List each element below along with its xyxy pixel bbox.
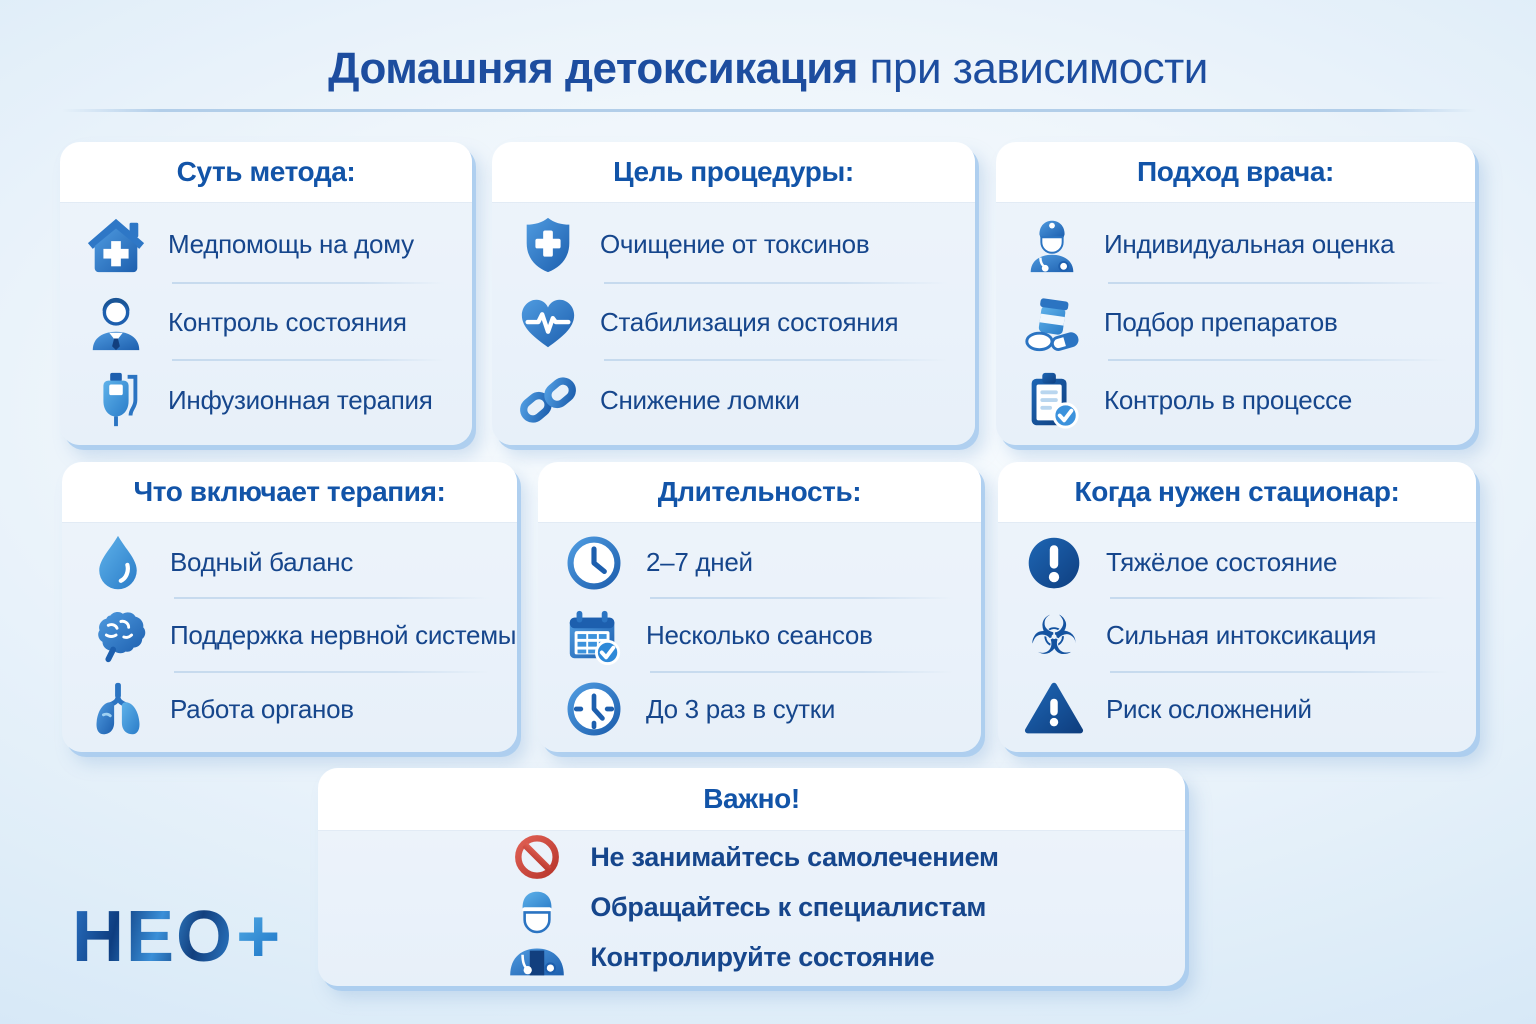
- list-item: [516, 284, 949, 362]
- list-item: [86, 599, 517, 672]
- card-title: Суть метода:: [176, 156, 356, 187]
- logo-plus-icon: +: [236, 894, 281, 979]
- list-item: [1022, 599, 1450, 672]
- iv-drip-icon: [84, 368, 148, 432]
- card-title: Что включает терапия:: [133, 476, 446, 507]
- exclamation-circle-icon: [1022, 531, 1086, 595]
- card-body: [492, 202, 975, 445]
- card-body: [504, 832, 998, 988]
- card-title: Важно!: [703, 783, 800, 814]
- card-header: [998, 462, 1476, 522]
- list-item: [86, 673, 491, 746]
- card-body: [62, 522, 517, 752]
- doctor-icon: [84, 291, 148, 355]
- brain-icon: [86, 604, 150, 668]
- title-divider: [62, 109, 1476, 112]
- house-medical-icon: [84, 213, 148, 277]
- list-item: [516, 361, 949, 439]
- list-item: [84, 361, 446, 439]
- calendar-check-icon: [562, 604, 626, 668]
- heart-pulse-icon: [516, 291, 580, 355]
- item-label: Контроль в процессе: [1104, 384, 1353, 415]
- item-label: Контроль состояния: [168, 307, 407, 337]
- item-label: Тяжёлое состояние: [1106, 547, 1338, 578]
- card-title: Когда нужен стационар:: [1074, 476, 1400, 507]
- list-item: [1020, 361, 1449, 439]
- page-title-regular: при зависимости: [857, 44, 1208, 93]
- no-sign-icon: [504, 834, 570, 880]
- page-title: [0, 44, 1536, 94]
- list-item: [86, 526, 491, 599]
- card-header: [60, 142, 472, 202]
- item-label: Очищение от токсинов: [600, 229, 870, 260]
- logo: [72, 896, 280, 978]
- list-item: [516, 206, 949, 284]
- card-body: [998, 522, 1476, 752]
- list-item: [84, 284, 446, 362]
- list-item: [1020, 206, 1449, 284]
- card-header: [318, 768, 1185, 830]
- card-header: [492, 142, 975, 202]
- list-item: [562, 599, 955, 672]
- card-important: [318, 768, 1185, 986]
- card-duration: [538, 462, 981, 752]
- card-doctor-approach: [996, 142, 1475, 445]
- card-title: Цель процедуры:: [613, 156, 854, 187]
- item-label: Не занимайтесь самолечением: [590, 841, 999, 872]
- pills-icon: [1020, 291, 1084, 355]
- lungs-icon: [86, 677, 150, 741]
- item-label: Несколько сеансов: [646, 620, 873, 651]
- item-label: Риск осложнений: [1106, 693, 1312, 724]
- item-label: Индивидуальная оценка: [1104, 229, 1395, 260]
- card-therapy-includes: [62, 462, 517, 752]
- list-item: [562, 673, 955, 746]
- item-label: Снижение ломки: [600, 384, 800, 415]
- item-label: 2–7 дней: [646, 547, 753, 578]
- card-body: [538, 522, 981, 752]
- clipboard-check-icon: [1020, 368, 1084, 432]
- biohazard-glyph: ☣: [1029, 603, 1079, 667]
- list-item: [562, 526, 955, 599]
- item-label: Инфузионная терапия: [168, 384, 433, 415]
- list-item: [1022, 526, 1450, 599]
- biohazard-icon: [1022, 604, 1086, 668]
- item-label: Контролируйте состояние: [590, 941, 935, 972]
- page-title-bold: Домашняя детоксикация: [328, 44, 858, 93]
- item-label: Сильная интоксикация: [1106, 620, 1377, 651]
- card-hospital-needed: [998, 462, 1476, 752]
- clock-icon: [562, 531, 626, 595]
- card-header: [538, 462, 981, 522]
- item-label: Водный баланс: [170, 547, 354, 578]
- alarm-clock-icon: [562, 677, 626, 741]
- warning-triangle-icon: [1022, 677, 1086, 741]
- card-method-essence: [60, 142, 472, 445]
- card-body: [996, 202, 1475, 445]
- list-item: [84, 206, 446, 284]
- water-drop-icon: [86, 531, 150, 595]
- card-title: Подход врача:: [1137, 156, 1334, 187]
- item-label: Подбор препаратов: [1104, 307, 1338, 337]
- card-title: Длительность:: [657, 476, 862, 507]
- card-body: [60, 202, 472, 445]
- item-label: Обращайтесь к специалистам: [590, 891, 987, 922]
- item-label: Медпомощь на дому: [168, 229, 414, 260]
- item-label: Стабилизация состояния: [600, 307, 899, 337]
- shield-cross-icon: [516, 213, 580, 277]
- card-procedure-goal: [492, 142, 975, 445]
- logo-text: НЕО: [72, 897, 235, 977]
- list-item: [1020, 284, 1449, 362]
- doctor-cap-icon: [1020, 213, 1084, 277]
- card-header: [996, 142, 1475, 202]
- item-label: Работа органов: [170, 693, 354, 724]
- list-item: [1022, 673, 1450, 746]
- item-label: До 3 раз в сутки: [646, 693, 836, 724]
- chain-icon: [516, 368, 580, 432]
- item-label: Поддержка нервной системы: [170, 620, 517, 651]
- masked-doctor-icon: [504, 882, 570, 982]
- card-header: [62, 462, 517, 522]
